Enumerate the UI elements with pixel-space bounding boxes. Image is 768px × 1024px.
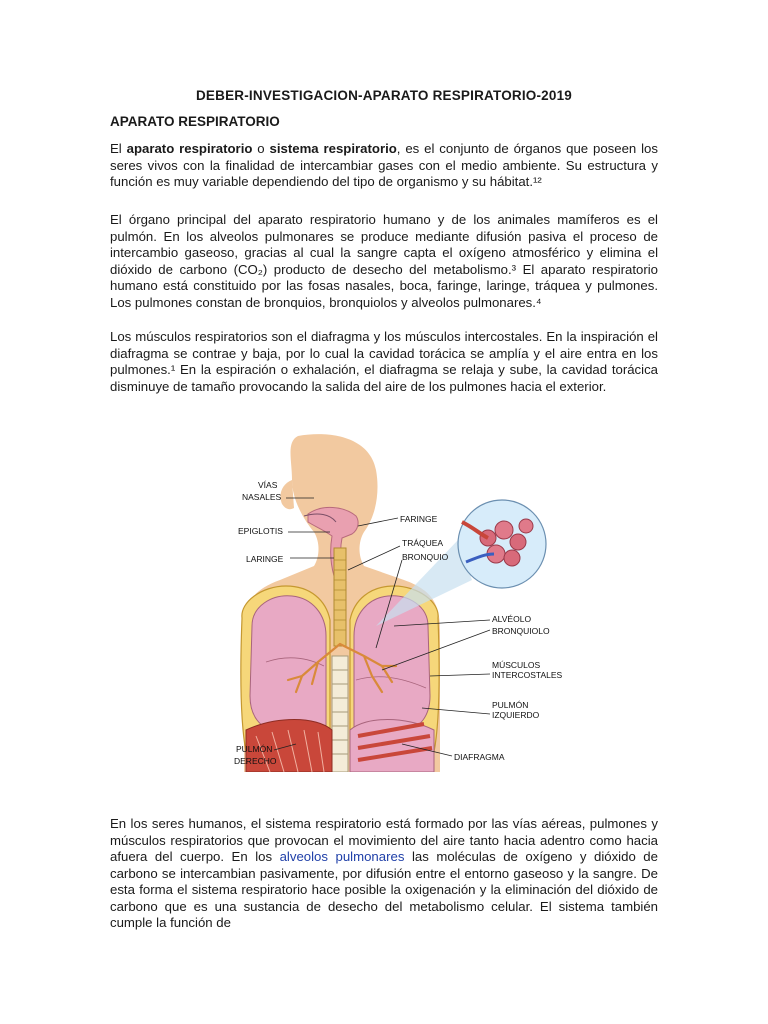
p1-post: , es el conjunto de órganos que poseen los seres vivos con la finalidad de intercambiar gases con el medio ambiente. Su estructura y función es muy variable dependiendo del tipo de organismo y su hábitat.¹² bbox=[110, 141, 658, 189]
label-bronquio: BRONQUIO bbox=[402, 552, 449, 562]
alveolos-pulmonares-link[interactable]: alveolos pulmonares bbox=[279, 849, 405, 864]
trachea bbox=[334, 548, 346, 646]
label-traquea: TRÁQUEA bbox=[402, 538, 444, 548]
paragraph-1 bbox=[110, 141, 658, 191]
label-intercostales: INTERCOSTALES bbox=[492, 670, 563, 680]
spine bbox=[332, 656, 348, 772]
p4-pre: En los seres humanos, el sistema respiratorio está formado por las vías aéreas, pulmones y músculos respiratorios que provocan el movimiento del aire tanto hacia adentro como hacia afuera del cuerpo. En los bbox=[110, 816, 658, 864]
paragraph-4 bbox=[110, 816, 658, 932]
respiratory-system-illustration bbox=[226, 430, 578, 772]
label-vias: VÍAS bbox=[258, 480, 278, 490]
paragraph-3: Los músculos respiratorios son el diafragma y los músculos intercostales. En la inspiración el diafragma se contrae y baja, por lo cual la cavidad torácica se amplía y el aire entra en los pulmones.¹ En la espiración o exhalación, el diafragma se relaja y sube, la cavidad torácica disminuye de tamaño provocando la salida del aire de los pulmones hacia el exterior. bbox=[110, 329, 658, 394]
label-epiglotis: EPIGLOTIS bbox=[238, 526, 283, 536]
label-alveolo: ALVÉOLO bbox=[492, 614, 532, 624]
p4-post: las moléculas de oxígeno y dióxido de carbono se intercambian pasivamente, por difusión entre el entorno gaseoso y la sangre. De esta forma el sistema respiratorio hace posible la oxigenación y la eliminación del dióxido de carbono que es una sustancia de desecho del metabolismo celular. El sistema también cumple la función de bbox=[110, 849, 658, 930]
label-derecho: DERECHO bbox=[234, 756, 277, 766]
p1-mid: o bbox=[252, 141, 270, 156]
label-izquierdo: IZQUIERDO bbox=[492, 710, 540, 720]
section-heading: APARATO RESPIRATORIO bbox=[110, 114, 280, 129]
label-pulmon-izquierdo: PULMÓN bbox=[492, 700, 529, 710]
label-faringe: FARINGE bbox=[400, 514, 438, 524]
label-nasales: NASALES bbox=[242, 492, 282, 502]
document-title: DEBER-INVESTIGACION-APARATO RESPIRATORIO-2019 bbox=[195, 88, 573, 103]
label-musculos: MÚSCULOS bbox=[492, 660, 541, 670]
label-bronquiolo: BRONQUIOLO bbox=[492, 626, 550, 636]
label-laringe: LARINGE bbox=[246, 554, 284, 564]
paragraph-2: El órgano principal del aparato respiratorio humano y de los animales mamíferos es el pulmón. En los alveolos pulmonares se produce mediante difusión pasiva el proceso de intercambio gaseoso, gracias al cual la sangre capta el oxígeno atmosférico y elimina el dióxido de carbono (CO₂) producto de desecho del metabolismo.³ El aparato respiratorio humano está constituido por las fosas nasales, boca, faringe, laringe, tráquea y pulmones. Los pulmones constan de bronquios, bronquiolos y alveolos pulmonares.⁴ bbox=[110, 212, 658, 310]
p1-bold-1: aparato respiratorio bbox=[126, 141, 253, 156]
p1-bold-2: sistema respiratorio bbox=[269, 141, 397, 156]
label-pulmon-derecho: PULMÓN bbox=[236, 744, 273, 754]
label-diafragma: DIAFRAGMA bbox=[454, 752, 505, 762]
p1-pre: El bbox=[110, 141, 127, 156]
